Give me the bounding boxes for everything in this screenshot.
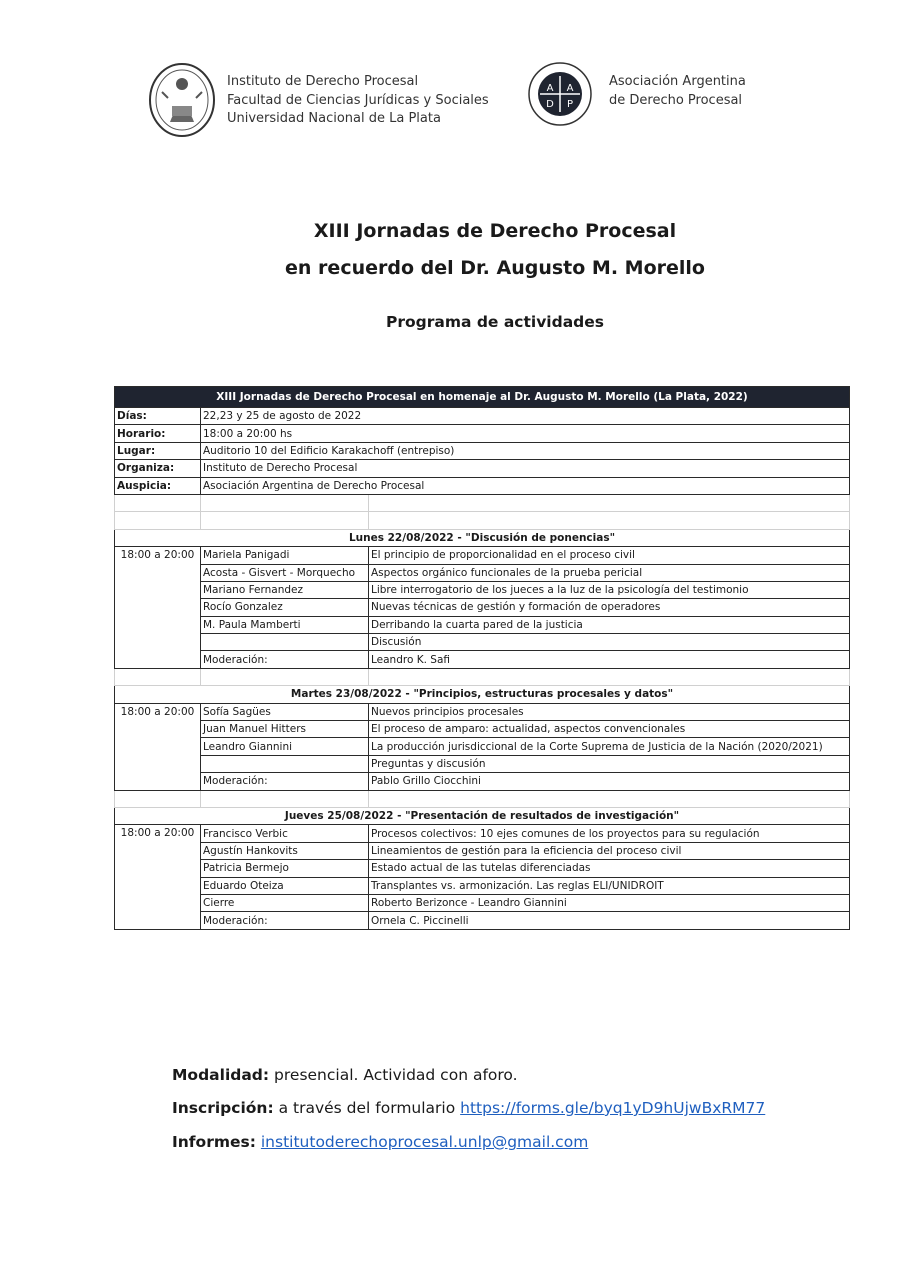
session-row (115, 894, 850, 911)
unlp-seal-logo (148, 62, 216, 140)
speaker-cell: Mariela Panigadi (201, 547, 369, 564)
info-row (115, 460, 850, 477)
logo-letter-d: D (546, 99, 554, 110)
topic-cell: Derribando la cuarta pared de la justicia (369, 616, 850, 633)
topic-cell: Aspectos orgánico funcionales de la prueba pericial (369, 564, 850, 581)
info-value: 18:00 a 20:00 hs (201, 425, 850, 442)
session-row (115, 581, 850, 598)
speaker-cell (201, 634, 369, 651)
spacer-row (115, 494, 850, 511)
topic-cell: Ornela C. Piccinelli (369, 912, 850, 929)
spacer-cell (369, 494, 850, 511)
session-row (115, 912, 850, 929)
session-row (115, 599, 850, 616)
speaker-cell: M. Paula Mamberti (201, 616, 369, 633)
aadp-logo (528, 62, 592, 126)
speaker-cell: Moderación: (201, 912, 369, 929)
topic-cell: Preguntas y discusión (369, 755, 850, 772)
association-block (609, 73, 746, 110)
speaker-cell: Acosta - Gisvert - Morquecho (201, 564, 369, 581)
form-link[interactable]: https://forms.gle/byq1yD9hUjwBxRM77 (460, 1099, 766, 1117)
topic-cell: Estado actual de las tutelas diferenciadas (369, 860, 850, 877)
speaker-cell: Rocío Gonzalez (201, 599, 369, 616)
spacer-cell (201, 790, 369, 807)
session-row (115, 651, 850, 668)
session-row (115, 842, 850, 859)
speaker-cell: Moderación: (201, 773, 369, 790)
modalidad-value: presencial. Actividad con aforo. (269, 1066, 518, 1084)
inscripcion-text: a través del formulario (273, 1099, 461, 1117)
speaker-cell: Moderación: (201, 651, 369, 668)
topic-cell: La producción jurisdiccional de la Corte Suprema de Justicia de la Nación (2020/2021) (369, 738, 850, 755)
spacer-cell (115, 494, 201, 511)
speaker-cell (201, 755, 369, 772)
informes-line (172, 1133, 588, 1151)
spacer-cell (115, 512, 201, 529)
table-header: XIII Jornadas de Derecho Procesal en homenaje al Dr. Augusto M. Morello (La Plata, 2022) (115, 387, 850, 408)
topic-cell: Transplantes vs. armonización. Las reglas ELI/UNIDROIT (369, 877, 850, 894)
session-row (115, 547, 850, 564)
session-row (115, 721, 850, 738)
spacer-row (115, 790, 850, 807)
session-row (115, 616, 850, 633)
info-row (115, 408, 850, 425)
info-label: Auspicia: (115, 477, 201, 494)
speaker-cell: Agustín Hankovits (201, 842, 369, 859)
spacer-row (115, 512, 850, 529)
modalidad-label: Modalidad: (172, 1066, 270, 1084)
association-line-2: de Derecho Procesal (609, 92, 743, 108)
info-value: Auditorio 10 del Edificio Karakachoff (entrepiso) (201, 442, 850, 459)
spacer-cell (115, 668, 201, 685)
session-time: 18:00 a 20:00 (115, 703, 201, 790)
speaker-cell: Juan Manuel Hitters (201, 721, 369, 738)
document-title-line-1: XIII Jornadas de Derecho Procesal (313, 220, 677, 242)
session-row (115, 634, 850, 651)
email-link[interactable]: institutoderechoprocesal.unlp@gmail.com (260, 1133, 589, 1151)
topic-cell: Discusión (369, 634, 850, 651)
session-row (115, 877, 850, 894)
info-row (115, 425, 850, 442)
day-header-row (115, 686, 850, 703)
document-title-line-2: en recuerdo del Dr. Augusto M. Morello (285, 257, 705, 279)
session-row (115, 773, 850, 790)
topic-cell: El principio de proporcionalidad en el proceso civil (369, 547, 850, 564)
logo-letter-p: P (566, 99, 574, 110)
info-value: Asociación Argentina de Derecho Procesal (201, 477, 850, 494)
session-row (115, 860, 850, 877)
informes-label: Informes: (172, 1133, 256, 1151)
topic-cell: Pablo Grillo Ciocchini (369, 773, 850, 790)
table-header-row (115, 387, 850, 408)
session-row (115, 564, 850, 581)
spacer-cell (369, 512, 850, 529)
info-label: Organiza: (115, 460, 201, 477)
logo-letter-a1: A (546, 83, 554, 94)
spacer-cell (115, 790, 201, 807)
institute-line-2: Facultad de Ciencias Jurídicas y Sociales (227, 92, 489, 108)
day-header-row (115, 529, 850, 546)
topic-cell: Nuevos principios procesales (369, 703, 850, 720)
speaker-cell: Cierre (201, 894, 369, 911)
spacer-cell (201, 512, 369, 529)
day-title: Lunes 22/08/2022 - "Discusión de ponencias" (115, 529, 850, 546)
speaker-cell: Patricia Bermejo (201, 860, 369, 877)
session-row (115, 703, 850, 720)
info-label: Días: (115, 408, 201, 425)
topic-cell: Libre interrogatorio de los jueces a la luz de la psicología del testimonio (369, 581, 850, 598)
topic-cell: Leandro K. Safi (369, 651, 850, 668)
info-row (115, 477, 850, 494)
info-label: Lugar: (115, 442, 201, 459)
speaker-cell: Sofía Sagües (201, 703, 369, 720)
topic-cell: Lineamientos de gestión para la eficiencia del proceso civil (369, 842, 850, 859)
logo-letter-a2: A (566, 83, 574, 94)
spacer-cell (201, 668, 369, 685)
spacer-row (115, 668, 850, 685)
speaker-cell: Mariano Fernandez (201, 581, 369, 598)
institute-line-3: Universidad Nacional de La Plata (227, 111, 441, 126)
spacer-cell (369, 668, 850, 685)
speaker-cell: Leandro Giannini (201, 738, 369, 755)
spacer-cell (369, 790, 850, 807)
document-subtitle: Programa de actividades (385, 313, 605, 331)
institute-block (227, 73, 489, 129)
topic-cell: Procesos colectivos: 10 ejes comunes de los proyectos para su regulación (369, 825, 850, 842)
session-time: 18:00 a 20:00 (115, 825, 201, 929)
topic-cell: Roberto Berizonce - Leandro Giannini (369, 894, 850, 911)
info-value: Instituto de Derecho Procesal (201, 460, 850, 477)
inscripcion-label: Inscripción: (172, 1099, 274, 1117)
program-table (114, 386, 850, 930)
institute-line-1: Instituto de Derecho Procesal (227, 74, 419, 89)
info-value: 22,23 y 25 de agosto de 2022 (201, 408, 850, 425)
speaker-cell: Eduardo Oteiza (201, 877, 369, 894)
info-label: Horario: (115, 425, 201, 442)
speaker-cell: Francisco Verbic (201, 825, 369, 842)
association-line-1: Asociación Argentina (609, 74, 746, 89)
modalidad-line (172, 1066, 518, 1084)
session-row (115, 825, 850, 842)
day-title: Martes 23/08/2022 - "Principios, estructuras procesales y datos" (115, 686, 850, 703)
day-title: Jueves 25/08/2022 - "Presentación de resultados de investigación" (115, 807, 850, 824)
session-row (115, 755, 850, 772)
topic-cell: Nuevas técnicas de gestión y formación de operadores (369, 599, 850, 616)
info-row (115, 442, 850, 459)
topic-cell: El proceso de amparo: actualidad, aspectos convencionales (369, 721, 850, 738)
day-header-row (115, 807, 850, 824)
spacer-cell (201, 494, 369, 511)
session-row (115, 738, 850, 755)
session-time: 18:00 a 20:00 (115, 547, 201, 669)
inscripcion-line (172, 1099, 765, 1117)
